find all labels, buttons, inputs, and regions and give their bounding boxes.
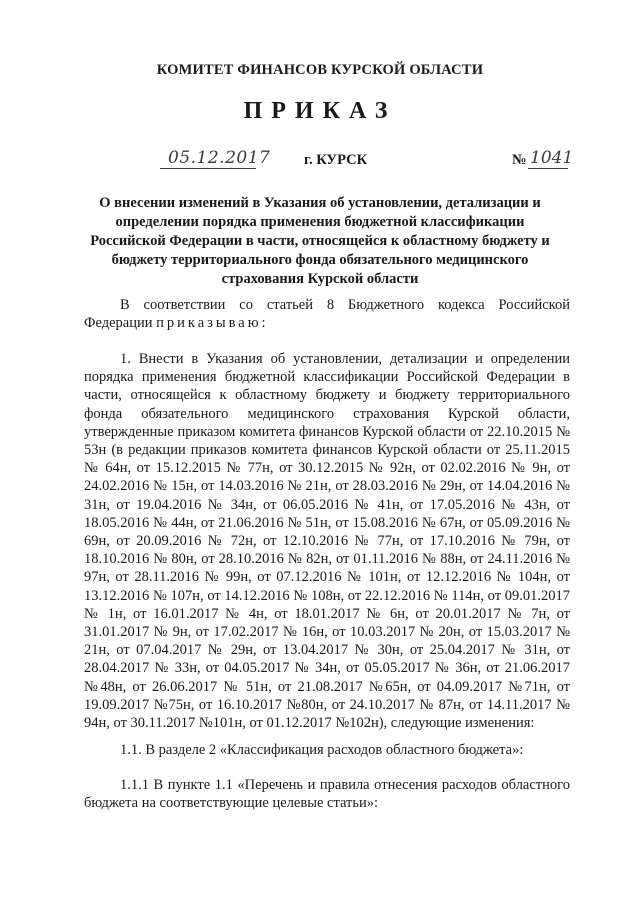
preamble-text: В соответствии со статьей 8 Бюджетного кодекса Российской Федерации [84,297,570,332]
item-1-paragraph: 1. Внести в Указания об установлении, детализации и определении порядка применения бюджетной классификации Российской Федерации в части, относящейся к областному бюджету и бюджету территориального фонда обязательного медицинского страхования Курской области, утвержденные приказом комитета финансов Курской области от 22.10.2015 № 53н (в редакции приказов комитета финансов Курской области от 25.11.2015 № 64н, от 15.12.2015 № 77н, от 30.12.2015 № 92н, от 02.02.2016 № 9н, от 24.02.2016 № 15н, от 14.03.2016 № 21н, от 28.03.2016 № 29н, от 14.04.2016 № 31н, от 19.04.2016 № 34н, от 06.05.2016 № 41н, от 17.05.2016 № 43н, от 18.05.2016 № 44н, от 21.06.2016 № 51н, от 15.08.2016 № 67н, от 05.09.2016 № 69н, от 20.09.2016 № 72н, от 12.10.2016 № 77н, от 17.10.2016 № 79н, от 18.10.2016 № 80н, от 28.10.2016 № 82н, от 01.11.2016 № 88н, от 24.11.2016 № 97н, от 28.11.2016 № 99н, от 07.12.2016 № 101н, от 12.12.2016 № 104н, от 13.12.2016 № 107н, от 14.12.2016 № 108н, от 22.12.2016 № 114н, от 09.01.2017 № 1н, от 16.01.2017 № 4н, от 18.01.2017 № 6н, от 20.01.2017 № 7н, от 31.01.2017 № 9н, от 17.02.2017 № 16н, от 10.03.2017 № 20н, от 15.03.2017 № 21н, от 07.04.2017 № 29н, от 13.04.2017 № 30н, от 25.04.2017 № 31н, от 28.04.2017 № 33н, от 04.05.2017 № 34н, от 05.05.2017 № 36н, от 21.06.2017 №48н, от 26.06.2017 № 51н, от 21.08.2017 №65н, от 04.09.2017 №71н, от 19.09.2017 №75н, от 16.10.2017 №80н, от 24.10.2017 № 87н, от 14.11.2017 № 94н, от 30.11.2017 №101н, от 01.12.2017 №102н), следующие изменения: [84,351,570,732]
handwritten-number: 1041 [530,148,574,168]
document-title: О внесении изменений в Указания об установлении, детализации и определении порядка применения бюджетной классификации Российской Федерации в части, относящейся к областному бюджету и бюджету территориального фонда обязательного медицинского страхования Курской области [90,195,550,287]
number-underline [528,168,568,169]
order-word: приказываю: [156,315,269,332]
preamble-paragraph [84,296,570,332]
item-1-1-paragraph: 1.1. В разделе 2 «Классификация расходов областного бюджета»: [120,742,524,758]
organization-name: КОМИТЕТ ФИНАНСОВ КУРСКОЙ ОБЛАСТИ [156,62,484,78]
document-type: ПРИКАЗ [243,98,397,124]
date-underline [160,168,256,169]
number-label: № [512,152,527,168]
item-1-1-1-paragraph: 1.1.1 В пункте 1.1 «Перечень и правила отнесения расходов областного бюджета на соответствующие целевые статьи»: [84,777,570,812]
document-meta-row [0,148,640,176]
handwritten-date: 05.12.2017 [168,148,271,168]
city-label: г. КУРСК [304,152,368,168]
